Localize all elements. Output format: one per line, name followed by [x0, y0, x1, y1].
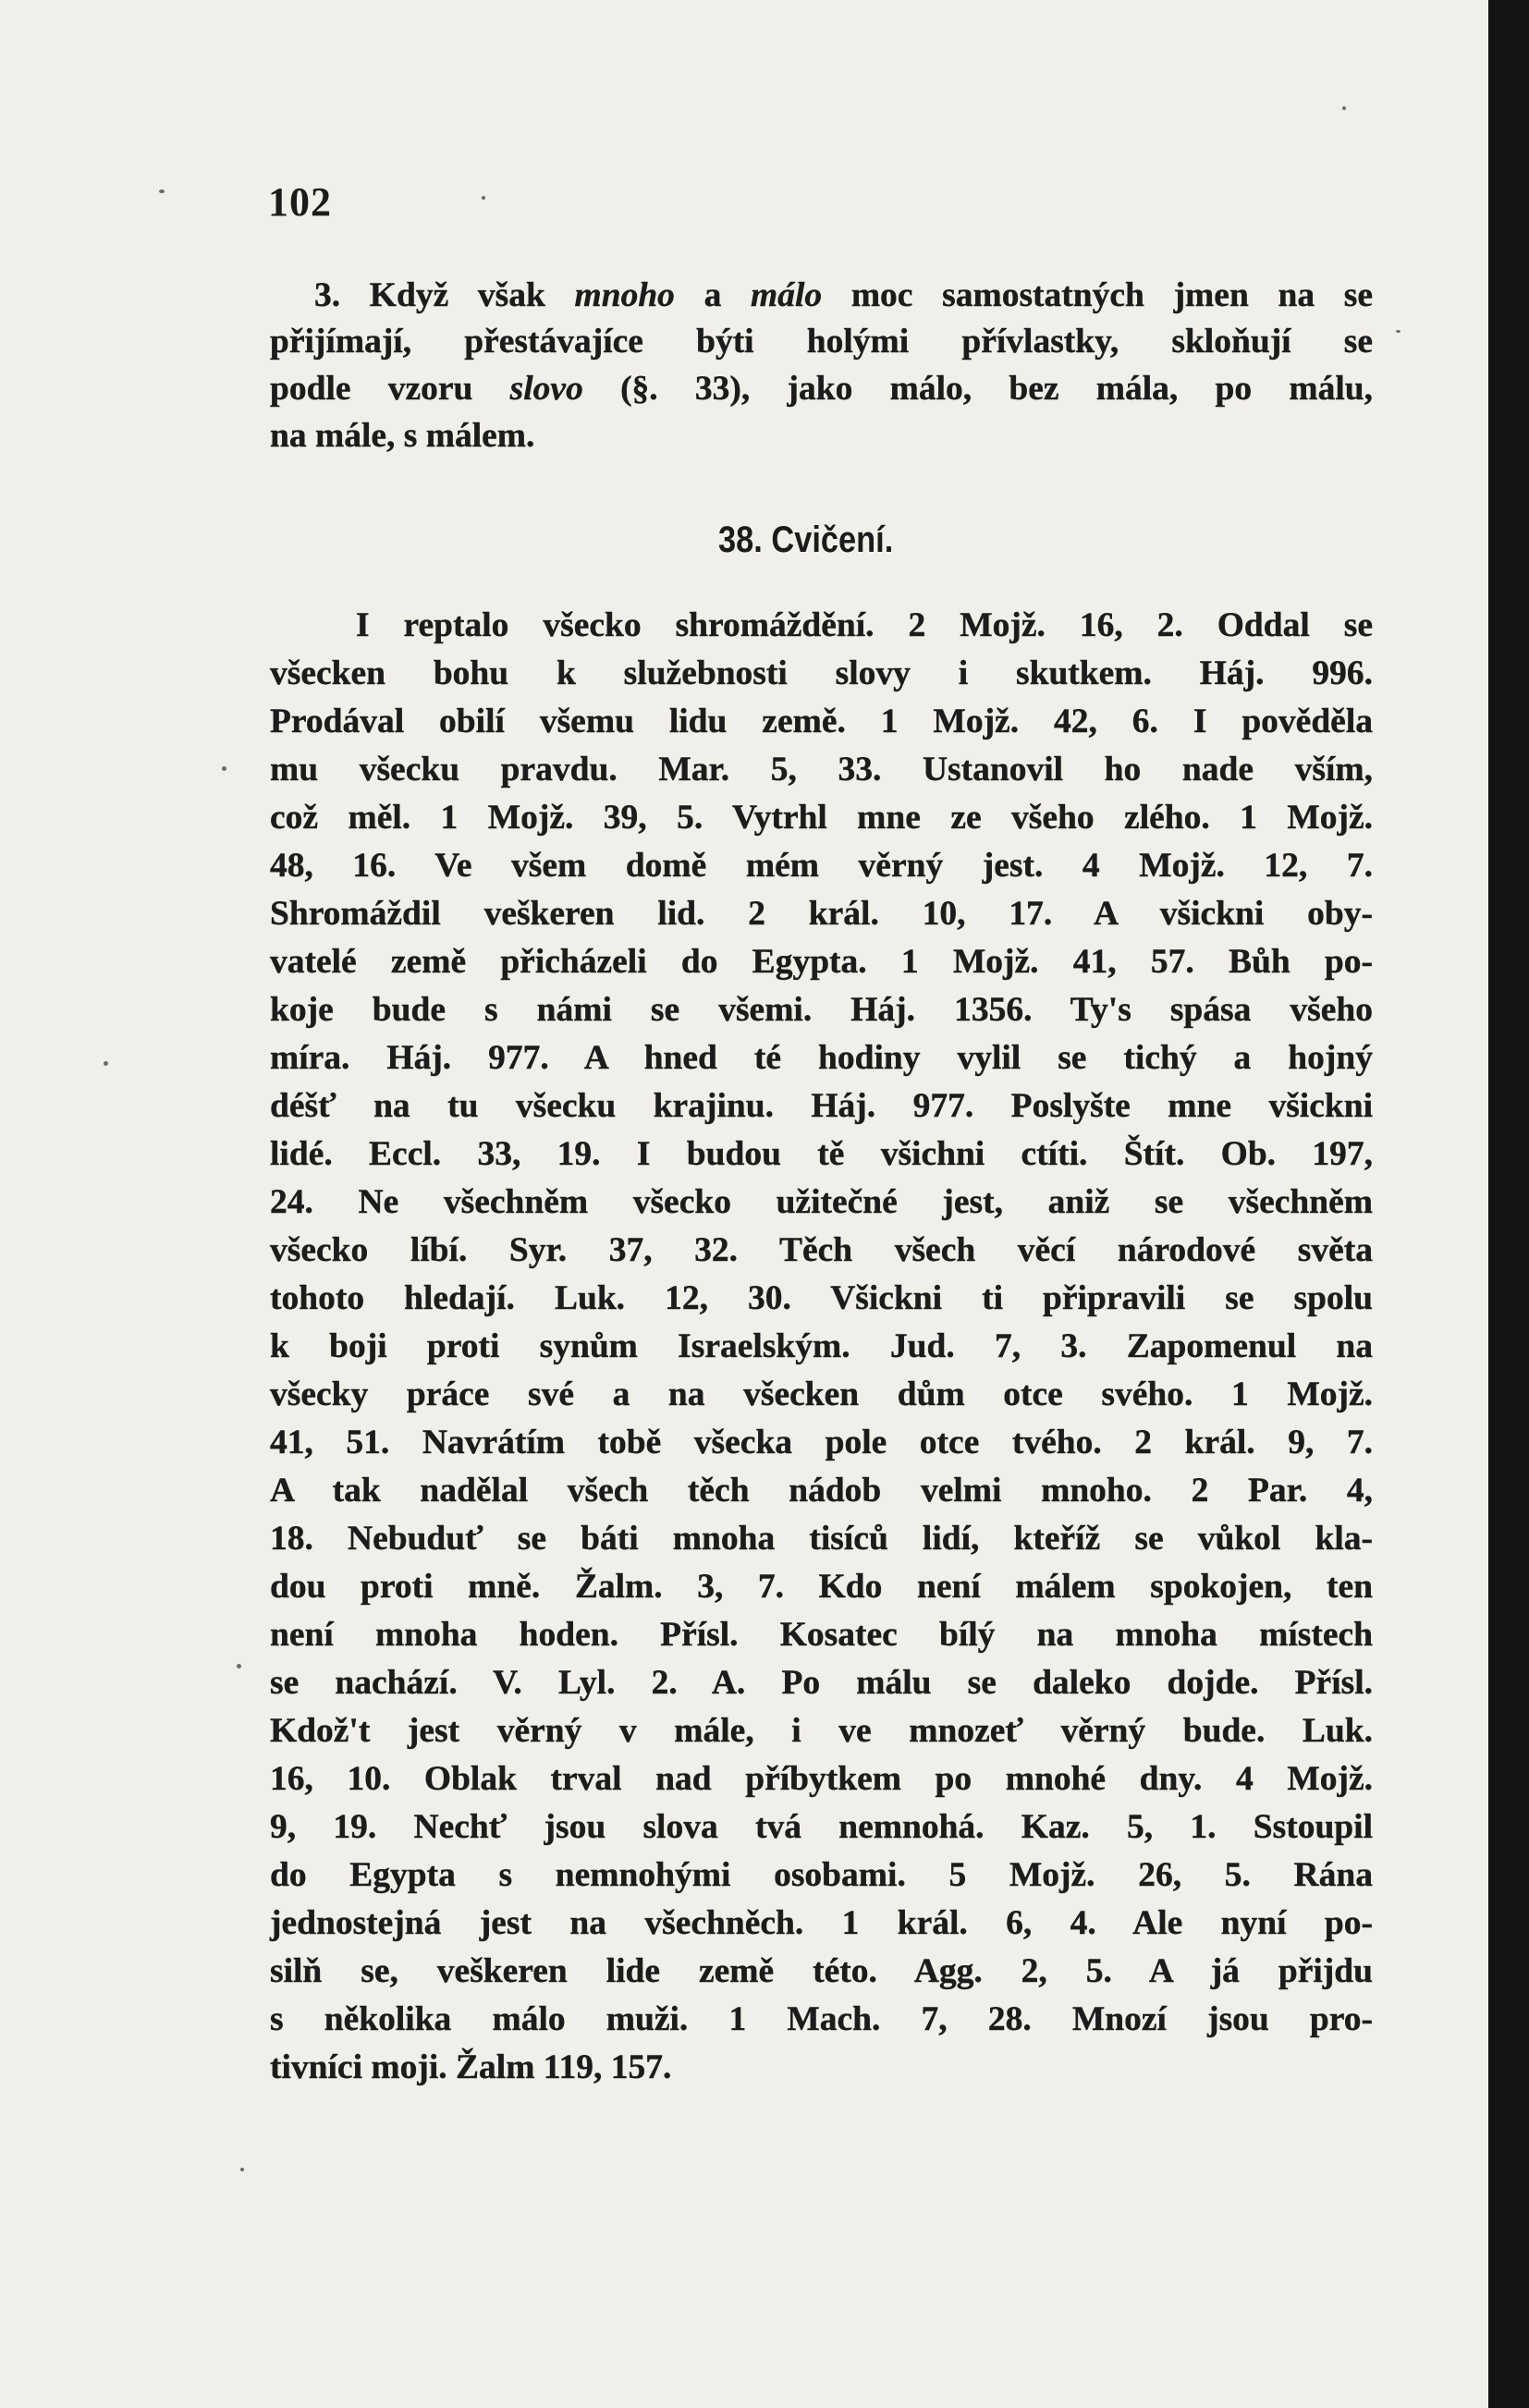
exercise-line: což měl. 1 Mojž. 39, 5. Vytrhl mne ze všeho zlého. 1 Mojž. — [270, 799, 1373, 837]
page-number: 102 — [268, 179, 332, 225]
exercise-line: mu všecku pravdu. Mar. 5, 33. Ustanovil ho nade vším, — [270, 751, 1373, 788]
exercise-line: déšť na tu všecku krajinu. Háj. 977. Poslyšte mne všickni — [270, 1087, 1373, 1125]
exercise-line: všecko líbí. Syr. 37, 32. Těch všech věcí národové světa — [270, 1231, 1373, 1269]
exercise-line: I reptalo všecko shromáždění. 2 Mojž. 16, 2. Oddal se — [356, 606, 1373, 644]
exercise-line: s několika málo muži. 1 Mach. 7, 28. Mnozí jsou pro- — [270, 2000, 1373, 2038]
paragraph-line: na mále, s málem. — [270, 417, 535, 455]
exercise-line: není mnoha hoden. Přísl. Kosatec bílý na mnoha místech — [270, 1616, 1373, 1654]
exercise-line: tohoto hledají. Luk. 12, 30. Všickni ti připravili se spolu — [270, 1279, 1373, 1317]
exercise-line: 9, 19. Nechť jsou slova tvá nemnohá. Kaz. 5, 1. Sstoupil — [270, 1808, 1373, 1846]
scan-speck — [482, 196, 485, 200]
exercise-line: k boji proti synům Israelským. Jud. 7, 3. Zapomenul na — [270, 1327, 1373, 1365]
exercise-line: se nachází. V. Lyl. 2. A. Po málu se daleko dojde. Přísl. — [270, 1664, 1373, 1702]
exercise-line: do Egypta s nemnohými osobami. 5 Mojž. 26, 5. Rána — [270, 1856, 1373, 1894]
scan-speck — [1396, 330, 1401, 333]
exercise-line: Kdož't jest věrný v mále, i ve mnozeť věrný bude. Luk. — [270, 1712, 1373, 1750]
paragraph-line: přijímají, přestávajíce býti holými přívlastky, skloňují se — [270, 323, 1373, 361]
scan-speck — [222, 766, 226, 771]
exercise-line: tivníci moji. Žalm 119, 157. — [270, 2048, 672, 2086]
scan-speck — [237, 1664, 241, 1668]
exercise-line: vatelé země přicházeli do Egypta. 1 Mojž. 41, 57. Bůh po- — [270, 943, 1373, 981]
exercise-line: lidé. Eccl. 33, 19. I budou tě všichni ctíti. Štít. Ob. 197, — [270, 1135, 1373, 1173]
exercise-line: A tak nadělal všech těch nádob velmi mnoho. 2 Par. 4, — [270, 1472, 1373, 1510]
paragraph-line: 3. Když však mnoho a málo moc samostatných jmen na se — [314, 276, 1373, 314]
scan-speck — [159, 189, 165, 193]
paragraph-line: podle vzoru slovo (§. 33), jako málo, bez mála, po málu, — [270, 370, 1373, 408]
exercise-line: koje bude s námi se všemi. Háj. 1356. Ty's spása všeho — [270, 991, 1373, 1029]
exercise-line: 24. Ne všechněm všecko užitečné jest, aniž se všechněm — [270, 1183, 1373, 1221]
exercise-line: 16, 10. Oblak trval nad příbytkem po mnohé dny. 4 Mojž. — [270, 1760, 1373, 1798]
exercise-line: Shromáždil veškeren lid. 2 král. 10, 17. A všickni oby- — [270, 895, 1373, 933]
exercise-line: silň se, veškeren lide země této. Agg. 2, 5. A já přijdu — [270, 1952, 1373, 1990]
scan-speck — [240, 2168, 244, 2171]
exercise-line: všecken bohu k služebnosti slovy i skutkem. Háj. 996. — [270, 654, 1373, 692]
exercise-line: Prodával obilí všemu lidu země. 1 Mojž. 42, 6. I pověděla — [270, 703, 1373, 740]
book-spine-shadow — [1488, 0, 1529, 2408]
section-heading: 38. Cvičení. — [718, 519, 894, 560]
scan-speck — [104, 1061, 108, 1066]
exercise-line: 48, 16. Ve všem domě mém věrný jest. 4 Mojž. 12, 7. — [270, 847, 1373, 885]
scan-speck — [1342, 106, 1346, 110]
exercise-line: 41, 51. Navrátím tobě všecka pole otce tvého. 2 král. 9, 7. — [270, 1424, 1373, 1461]
exercise-line: dou proti mně. Žalm. 3, 7. Kdo není málem spokojen, ten — [270, 1568, 1373, 1606]
exercise-line: 18. Nebuduť se báti mnoha tisíců lidí, kteříž se vůkol kla- — [270, 1520, 1373, 1558]
exercise-line: všecky práce své a na všecken dům otce svého. 1 Mojž. — [270, 1375, 1373, 1413]
exercise-line: jednostejná jest na všechněch. 1 král. 6, 4. Ale nyní po- — [270, 1904, 1373, 1942]
exercise-line: míra. Háj. 977. A hned té hodiny vylil se tichý a hojný — [270, 1039, 1373, 1077]
